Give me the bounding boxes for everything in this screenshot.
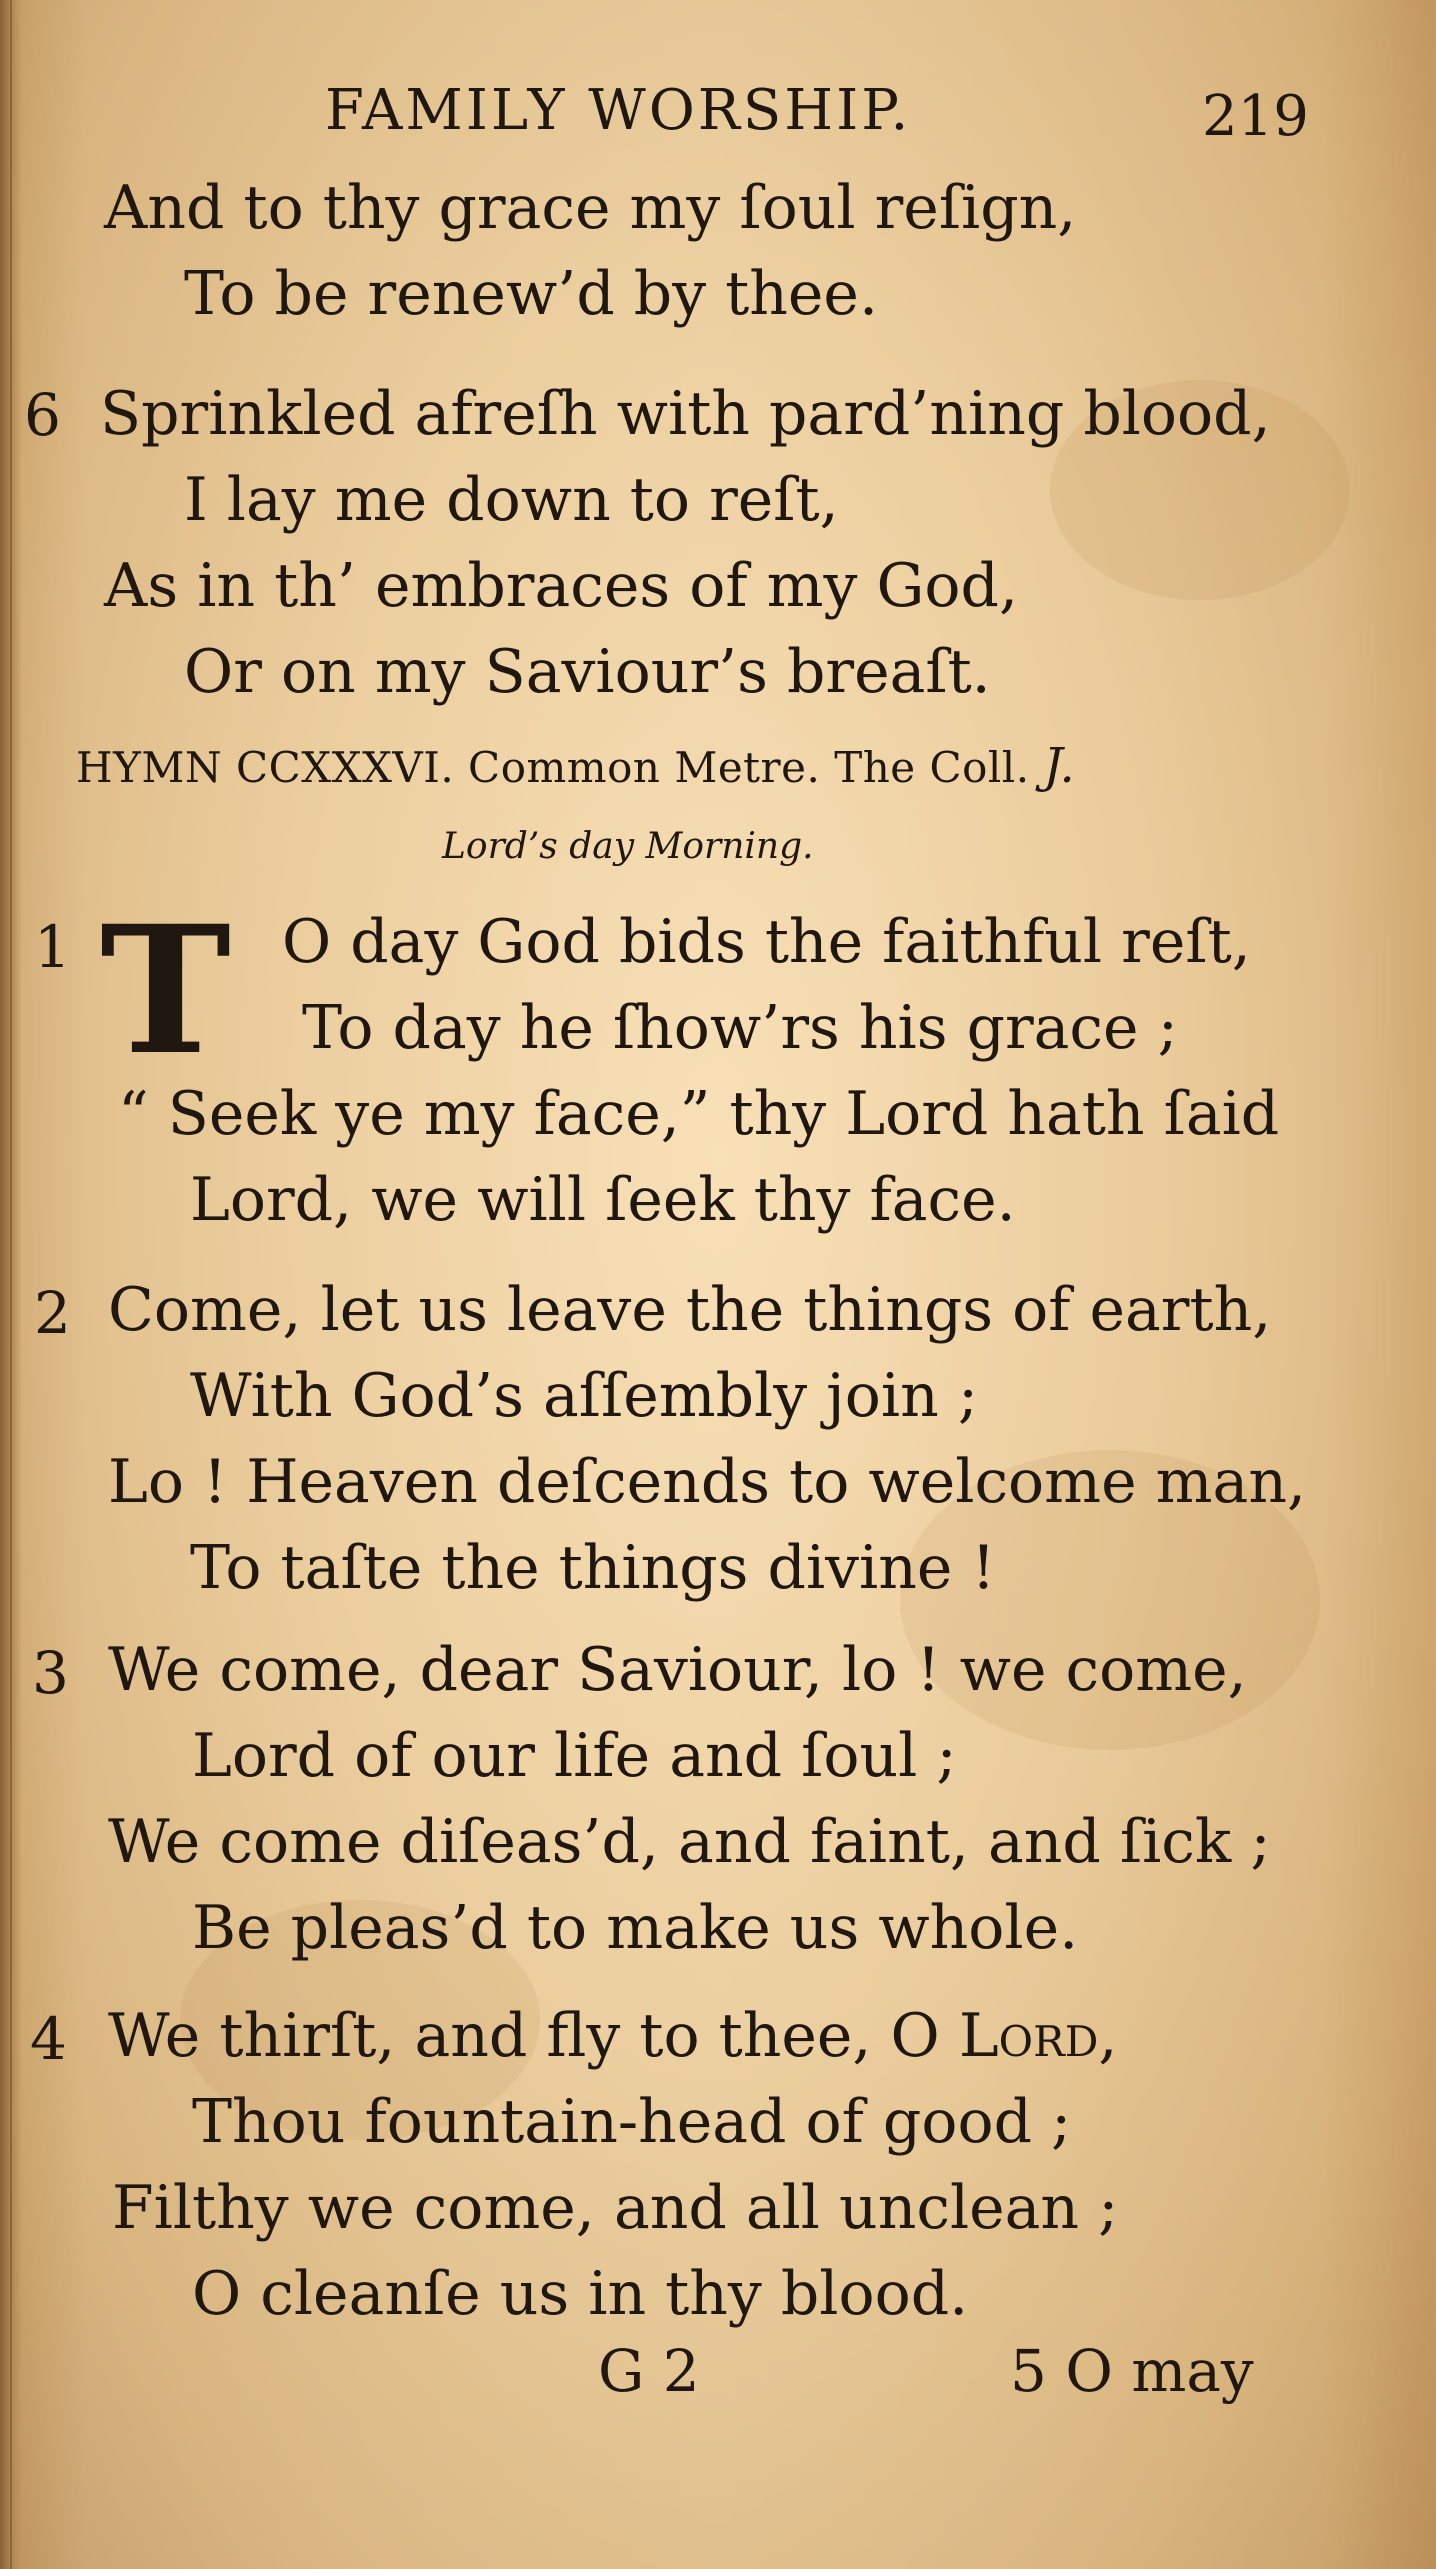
verse-line: Lord, we will ſeek thy face. [190, 1165, 1016, 1235]
gutter-line [10, 0, 12, 2569]
verse-line: To be renew’d by thee. [184, 259, 879, 329]
hymn-author: J. [1043, 738, 1076, 794]
page-header [0, 78, 1436, 158]
lord-smallcaps: Lord, [958, 2001, 1118, 2071]
verse-line: I lay me down to reſt, [184, 465, 839, 535]
verse-line: Lord of our life and ſoul ; [192, 1721, 957, 1791]
verse-line: Filthy we come, and all unclean ; [112, 2173, 1119, 2243]
verse-line: With God’s aſſembly join ; [190, 1361, 979, 1431]
verse-line: To taſte the things divine ! [190, 1533, 996, 1603]
verse-line: To day he ſhow’rs his grace ; [302, 993, 1178, 1063]
hymn-subtitle: Lord’s day Morning. [442, 826, 814, 867]
verse-line: Or on my Saviour’s breaſt. [184, 637, 991, 707]
signature-mark: G 2 [598, 2337, 700, 2405]
verse-line: Thou fountain-head of good ; [192, 2087, 1072, 2157]
catchword: 5 O may [1010, 2337, 1254, 2405]
verse-number: 1 [34, 913, 71, 981]
verse-number: 3 [32, 1639, 69, 1707]
verse-line: Sprinkled afreſh with pard’ning blood, [100, 379, 1271, 449]
verse-line: Be pleas’d to make us whole. [192, 1893, 1079, 1963]
verse-line: “ Seek ye my face,” thy Lord hath ſaid [118, 1079, 1280, 1149]
verse-line: We come, dear Saviour, lo ! we come, [108, 1635, 1247, 1705]
drop-cap: T [100, 887, 231, 1094]
hymn-heading [76, 738, 1075, 794]
verse-number: 2 [34, 1279, 71, 1347]
verse-number: 4 [30, 2005, 67, 2073]
verse-line [108, 2001, 1118, 2071]
page-number: 219 [1202, 84, 1309, 149]
verse-line: Lo ! Heaven deſcends to welcome man, [108, 1447, 1307, 1517]
verse-number: 6 [24, 381, 61, 449]
running-head: FAMILY WORSHIP. [325, 78, 912, 143]
verse-line: O cleanſe us in thy blood. [192, 2259, 969, 2329]
verse-line: O day God bids the faithful reſt, [282, 907, 1251, 977]
verse-line: We come diſeas’d, and faint, and ſick ; [108, 1807, 1271, 1877]
verse-line-text: We thirſt, and fly to thee, O [108, 2001, 940, 2071]
verse-line: Come, let us leave the things of earth, [108, 1275, 1272, 1345]
verse-line: As in th’ embraces of my God, [104, 551, 1019, 621]
hymn-title: HYMN CCXXXVI. Common Metre. The Coll. [76, 743, 1030, 792]
verse-line: And to thy grace my ſoul reſign, [104, 173, 1077, 243]
